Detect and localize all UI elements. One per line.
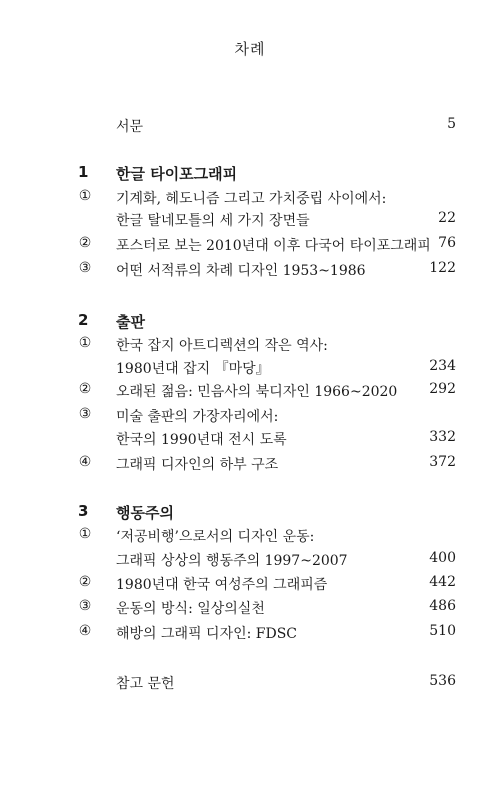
toc-entry	[0, 188, 500, 210]
toc-entry-references	[0, 673, 500, 695]
part-title: 출판	[116, 313, 145, 331]
page-number: 372	[429, 454, 456, 470]
part-heading-2	[0, 311, 500, 335]
part-title: 행동주의	[116, 504, 174, 522]
page-number: 292	[429, 381, 456, 397]
page-number: 122	[429, 260, 456, 276]
entry-title: 운동의 방식: 일상의실천	[116, 601, 265, 617]
part-number: 2	[78, 311, 89, 329]
entry-title: 어떤 서적류의 차례 디자인 1953~1986	[116, 263, 366, 279]
entry-title: ‘저공비행’으로서의 디자인 운동:	[116, 529, 315, 545]
entry-marker: ②	[78, 235, 92, 251]
entry-title: 미술 출판의 가장자리에서:	[116, 409, 279, 425]
entry-marker: ③	[78, 598, 92, 614]
toc-entry	[0, 235, 500, 257]
page-number: 486	[429, 598, 456, 614]
toc-entry	[0, 526, 500, 548]
entry-marker: ④	[78, 623, 92, 639]
entry-marker: ①	[78, 188, 92, 204]
toc-entry-continuation	[0, 210, 500, 232]
toc-entry	[0, 623, 500, 645]
page-number: 400	[429, 550, 456, 566]
entry-title: 1980년대 한국 여성주의 그래피즘	[116, 577, 328, 593]
page-number: 332	[429, 429, 456, 445]
page-number: 536	[429, 673, 456, 689]
entry-marker: ③	[78, 406, 92, 422]
entry-marker: ④	[78, 454, 92, 470]
page-number: 76	[438, 235, 456, 251]
toc-entry-continuation	[0, 358, 500, 380]
entry-title: 기계화, 헤도니즘 그리고 가치중립 사이에서:	[116, 191, 387, 207]
page-number: 22	[438, 210, 456, 226]
part-title: 한글 타이포그래피	[116, 165, 238, 183]
entry-marker: ②	[78, 574, 92, 590]
entry-subtitle: 1980년대 잡지 『마당』	[116, 361, 270, 377]
entry-marker: ①	[78, 335, 92, 351]
entry-title: 오래된 젊음: 민음사의 북디자인 1966~2020	[116, 384, 398, 400]
page-number: 510	[429, 623, 456, 639]
part-heading-3	[0, 502, 500, 526]
entry-marker: ③	[78, 260, 92, 276]
entry-subtitle: 그래픽 상상의 행동주의 1997~2007	[116, 553, 348, 569]
entry-title: 서문	[116, 119, 144, 135]
page-number: 442	[429, 574, 456, 590]
entry-marker: ①	[78, 526, 92, 542]
toc-entry-continuation	[0, 429, 500, 451]
toc-entry	[0, 381, 500, 403]
toc-entry	[0, 454, 500, 476]
entry-subtitle: 한국의 1990년대 전시 도록	[116, 432, 287, 448]
part-number: 3	[78, 502, 89, 520]
entry-subtitle: 한글 탈네모틀의 세 가지 장면들	[116, 213, 310, 229]
toc-entry	[0, 598, 500, 620]
toc-entry-continuation	[0, 550, 500, 572]
part-heading-1	[0, 163, 500, 187]
toc-entry	[0, 574, 500, 596]
toc-entry	[0, 260, 500, 282]
entry-marker: ②	[78, 381, 92, 397]
part-number: 1	[78, 163, 89, 181]
entry-title: 한국 잡지 아트디렉션의 작은 역사:	[116, 338, 328, 354]
page-number: 234	[429, 358, 456, 374]
entry-title: 포스터로 보는 2010년대 이후 다국어 타이포그래피	[116, 238, 431, 254]
toc-entry-preface	[0, 116, 500, 138]
entry-title: 해방의 그래픽 디자인: FDSC	[116, 626, 298, 642]
entry-title: 참고 문헌	[116, 676, 175, 692]
toc-entry	[0, 406, 500, 428]
page-title: 차례	[234, 40, 266, 58]
entry-title: 그래픽 디자인의 하부 구조	[116, 457, 279, 473]
toc-entry	[0, 335, 500, 357]
page-number: 5	[447, 116, 456, 132]
